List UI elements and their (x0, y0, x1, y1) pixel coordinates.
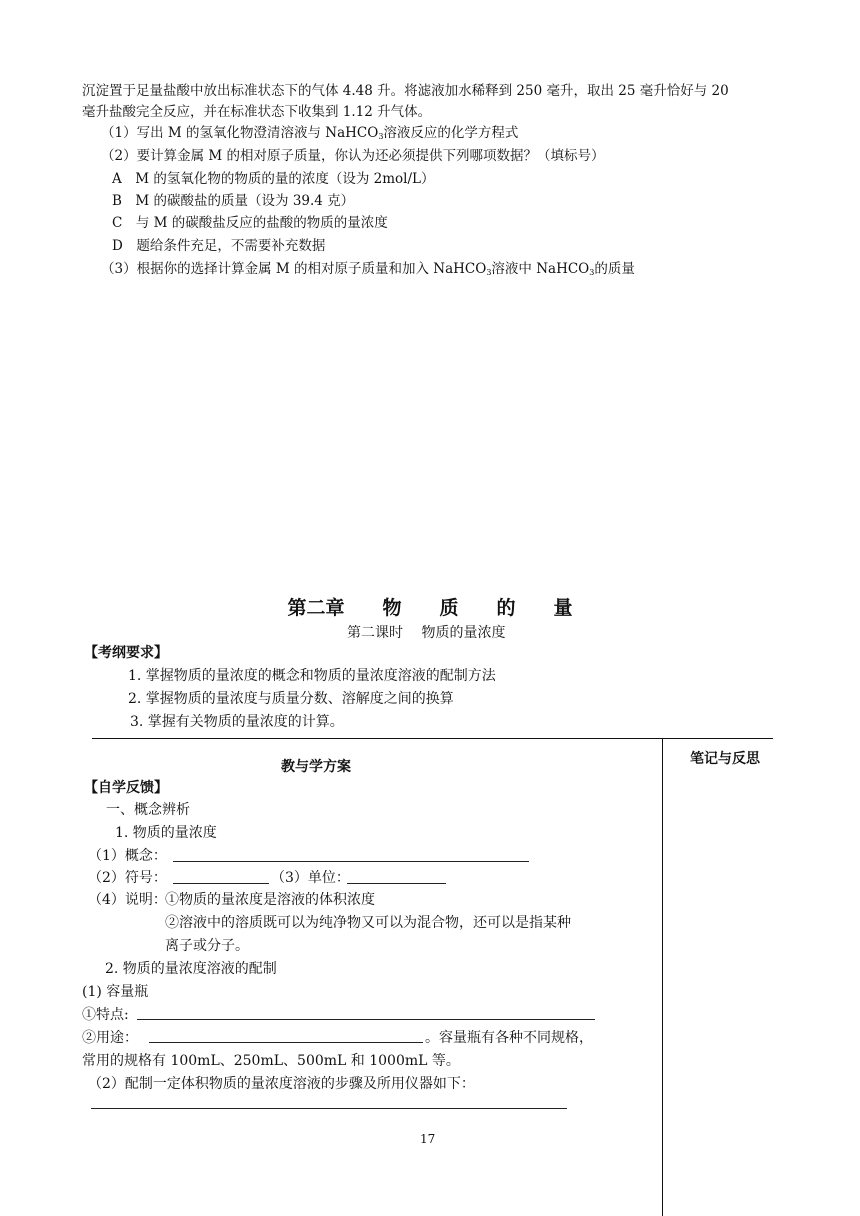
use-label: ②用途： (82, 1030, 138, 1046)
question-1: （1）写出 M 的氢氧化物澄清溶液与 NaHCO$_3$溶液反应的化学方程式 (101, 125, 519, 141)
concept-blank[interactable] (173, 861, 529, 862)
notes-heading: 笔记与反思 (690, 751, 760, 767)
option-c: C 与 M 的碳酸盐反应的盐酸的物质的量浓度 (112, 215, 388, 231)
syllabus-item-3: 3. 掌握有关物质的量浓度的计算。 (130, 714, 344, 730)
syllabus-item-2: 2. 掌握物质的量浓度与质量分数、溶解度之间的换算 (128, 691, 454, 707)
unit-label: （3）单位： (271, 870, 350, 886)
steps-blank[interactable] (91, 1108, 567, 1109)
symbol-label: （2）符号： (88, 870, 167, 886)
problem-line-2: 毫升盐酸完全反应，并在标准状态下收集到 1.12 升气体。 (82, 104, 432, 120)
flask-specs: 常用的规格有 100mL、250mL、500mL 和 1000mL 等。 (82, 1053, 460, 1069)
unit-blank[interactable] (347, 883, 446, 884)
column-divider (662, 739, 663, 1216)
question-2: （2）要计算金属 M 的相对原子质量，你认为还必须提供下列哪项数据？（填标号） (101, 148, 605, 164)
flask-title: (1) 容量瓶 (82, 984, 149, 1000)
section-1-title: 一、概念辨析 (106, 802, 190, 818)
use-tail: 。容量瓶有各种不同规格， (425, 1030, 593, 1046)
symbol-blank[interactable] (173, 883, 269, 884)
explain-label: （4）说明： (88, 892, 167, 908)
explain-2a: ②溶液中的溶质既可以为纯净物又可以为混合物，还可以是指某种 (165, 915, 571, 931)
feedback-heading: 【自学反馈】 (84, 780, 168, 796)
item-2-title: 2. 物质的量浓度溶液的配制 (105, 961, 277, 977)
option-d: D 题给条件充足，不需要补充数据 (112, 238, 326, 254)
chapter-subtitle: 第二课时 物质的量浓度 (347, 625, 506, 641)
section-rule (92, 738, 773, 739)
explain-1: ①物质的量浓度是溶液的体积浓度 (165, 892, 375, 908)
concept-label: （1）概念： (88, 848, 167, 864)
question-3: （3）根据你的选择计算金属 M 的相对原子质量和加入 NaHCO$_3$溶液中 NaHCO$_3$的质量 (101, 261, 635, 277)
page-number: 17 (420, 1132, 436, 1146)
use-blank[interactable] (149, 1042, 423, 1043)
option-b: B M 的碳酸盐的质量（设为 39.4 克） (112, 193, 355, 209)
option-a: A M 的氢氧化物的物质的量的浓度（设为 2mol/L） (112, 171, 435, 187)
syllabus-heading: 【考纲要求】 (84, 645, 168, 661)
steps-heading: （2）配制一定体积物质的量浓度溶液的步骤及所用仪器如下： (88, 1076, 475, 1092)
chapter-title: 第二章 物 质 的 量 (287, 597, 573, 619)
syllabus-item-1: 1. 掌握物质的量浓度的概念和物质的量浓度溶液的配制方法 (128, 668, 496, 684)
feature-blank[interactable] (137, 1019, 595, 1020)
explain-2b: 离子或分子。 (165, 938, 249, 954)
problem-line-1: 沉淀置于足量盐酸中放出标准状态下的气体 4.48 升。将滤液加水稀释到 250 毫升，取出 25 毫升恰好与 20 (82, 83, 729, 99)
feature-label: ①特点: (82, 1007, 129, 1023)
plan-heading: 教与学方案 (281, 759, 351, 775)
item-1-title: 1. 物质的量浓度 (115, 825, 217, 841)
